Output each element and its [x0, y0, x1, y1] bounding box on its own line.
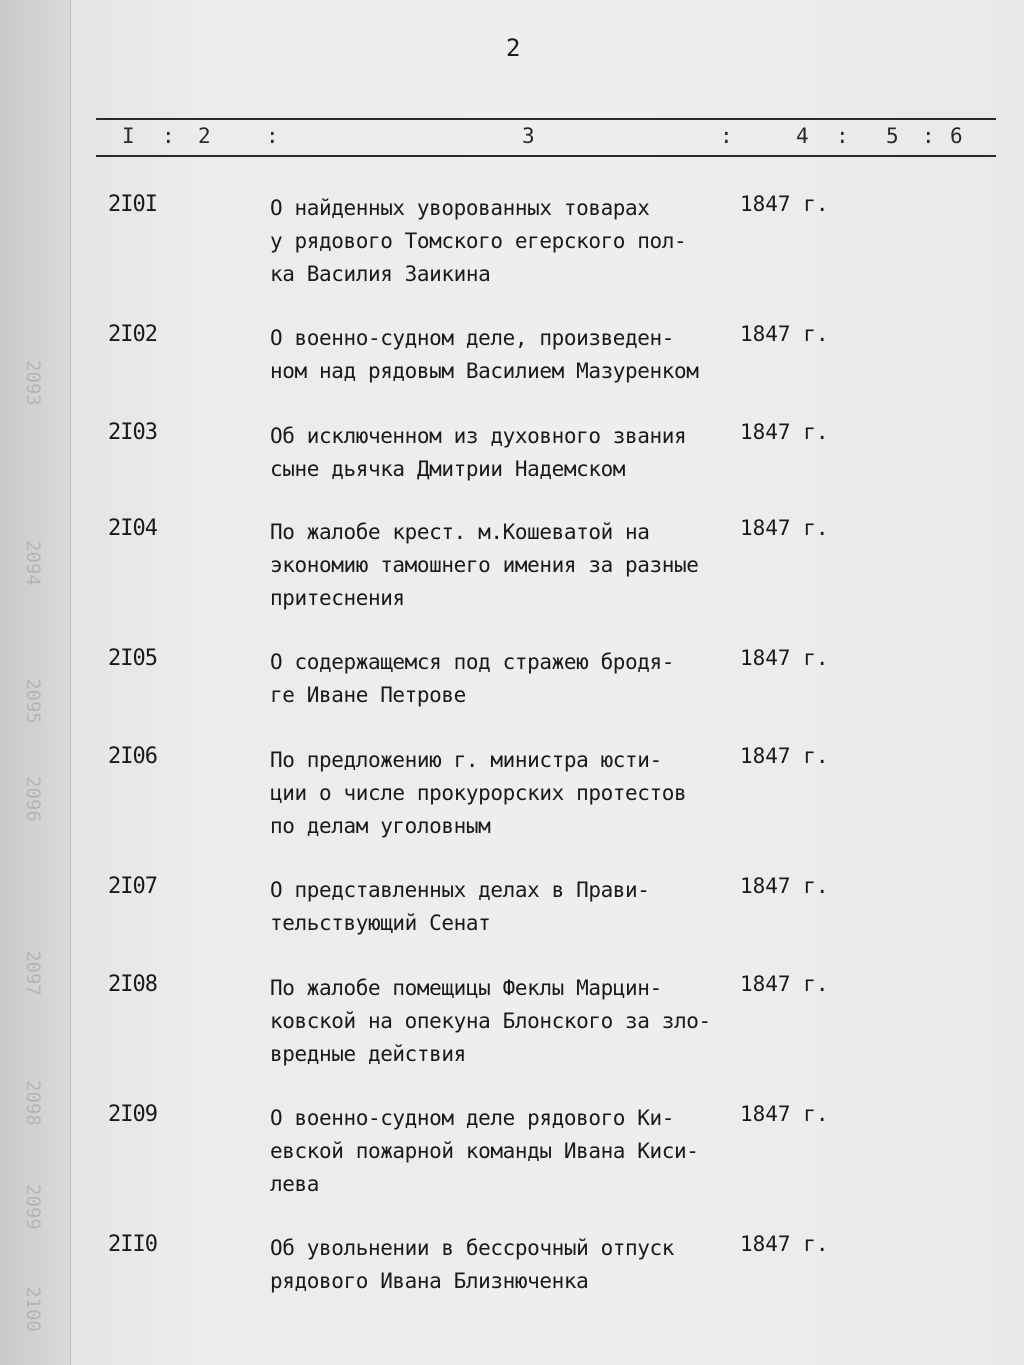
- entry-number: 2I08: [108, 972, 157, 997]
- entry-year: 1847 г.: [740, 646, 829, 670]
- entry-title: [270, 744, 740, 843]
- entry-title-line: По жалобе помещицы Феклы Марцин-: [270, 976, 662, 1000]
- entry-title-line: О военно-судном деле рядового Ки-: [270, 1106, 675, 1130]
- entry-title: [270, 972, 740, 1071]
- entry-year: 1847 г.: [740, 874, 829, 898]
- header-col-1: I: [122, 124, 135, 148]
- entry-title-line: рядового Ивана Близнюченка: [270, 1269, 589, 1293]
- entry-title-line: По предложению г. министра юсти-: [270, 748, 662, 772]
- entry-title-line: О представленных делах в Прави-: [270, 878, 650, 902]
- header-col-2: 2: [198, 124, 211, 148]
- entry-title: [270, 322, 740, 388]
- margin-number: 2098: [22, 1080, 44, 1126]
- entry-number: 2I06: [108, 744, 157, 769]
- entry-title-line: евской пожарной команды Ивана Киси-: [270, 1139, 699, 1163]
- previous-page-edge: [0, 0, 71, 1365]
- margin-number: 2100: [22, 1286, 44, 1332]
- header-sep: :: [720, 124, 733, 148]
- entry-title-line: вредные действия: [270, 1042, 466, 1066]
- entry-year: 1847 г.: [740, 322, 829, 346]
- entry-number: 2I02: [108, 322, 157, 347]
- entry-title-line: ции о числе прокурорских протестов: [270, 781, 687, 805]
- header-sep: :: [266, 124, 279, 148]
- header-sep: :: [162, 124, 175, 148]
- entry-title-line: По жалобе крест. м.Кошеватой на: [270, 520, 650, 544]
- entry-number: 2I07: [108, 874, 157, 899]
- entry-year: 1847 г.: [740, 972, 829, 996]
- entry-title-line: притеснения: [270, 586, 405, 610]
- entry-title-line: О военно-судном деле, произведен-: [270, 326, 675, 350]
- entry-year: 1847 г.: [740, 192, 829, 216]
- entry-title-line: ге Иване Петрове: [270, 683, 466, 707]
- entry-number: 2I04: [108, 516, 157, 541]
- entry-title: [270, 420, 740, 486]
- margin-number: 2099: [22, 1184, 44, 1230]
- entry-year: 1847 г.: [740, 516, 829, 540]
- entry-year: 1847 г.: [740, 1232, 829, 1256]
- header-bottom-rule: [96, 155, 996, 157]
- entry-title: [270, 1102, 740, 1201]
- entry-title-line: по делам уголовным: [270, 814, 491, 838]
- entry-title-line: ном над рядовым Василием Мазуренком: [270, 359, 699, 383]
- margin-number: 2095: [22, 678, 44, 724]
- entry-title: [270, 516, 740, 615]
- header-col-3: 3: [522, 124, 535, 148]
- header-sep: :: [836, 124, 849, 148]
- page-number: 2: [506, 34, 521, 62]
- entry-year: 1847 г.: [740, 420, 829, 444]
- entry-title-line: сыне дьячка Дмитрии Надемском: [270, 457, 626, 481]
- entry-title-line: Об увольнении в бессрочный отпуск: [270, 1236, 675, 1260]
- entry-title: [270, 646, 740, 712]
- entry-number: 2I03: [108, 420, 157, 445]
- entry-title-line: тельствующий Сенат: [270, 911, 491, 935]
- entry-year: 1847 г.: [740, 744, 829, 768]
- entry-title-line: ковской на опекуна Блонского за зло-: [270, 1009, 711, 1033]
- entry-title: [270, 1232, 740, 1298]
- entry-title-line: О найденных уворованных товарах: [270, 196, 650, 220]
- entry-title-line: экономию тамошнего имения за разные: [270, 553, 699, 577]
- entry-title-line: ка Василия Заикина: [270, 262, 491, 286]
- margin-number: 2093: [22, 360, 44, 406]
- entry-title-line: у рядового Томского егерского пол-: [270, 229, 687, 253]
- entry-number: 2I09: [108, 1102, 157, 1127]
- entry-title-line: О содержащемся под стражею бродя-: [270, 650, 675, 674]
- margin-number: 2097: [22, 950, 44, 996]
- header-top-rule: [96, 118, 996, 120]
- entry-title: [270, 874, 740, 940]
- column-header-row: [96, 124, 996, 154]
- header-col-6: 6: [950, 124, 963, 148]
- entry-number: 2II0: [108, 1232, 157, 1257]
- margin-number: 2094: [22, 540, 44, 586]
- entry-year: 1847 г.: [740, 1102, 829, 1126]
- margin-number: 2096: [22, 776, 44, 822]
- entry-title-line: лева: [270, 1172, 319, 1196]
- entry-number: 2I0I: [108, 192, 157, 217]
- header-col-4: 4: [796, 124, 809, 148]
- header-col-5: 5: [886, 124, 899, 148]
- header-sep: :: [922, 124, 935, 148]
- entry-number: 2I05: [108, 646, 157, 671]
- entry-title: [270, 192, 740, 291]
- entry-title-line: Об исключенном из духовного звания: [270, 424, 687, 448]
